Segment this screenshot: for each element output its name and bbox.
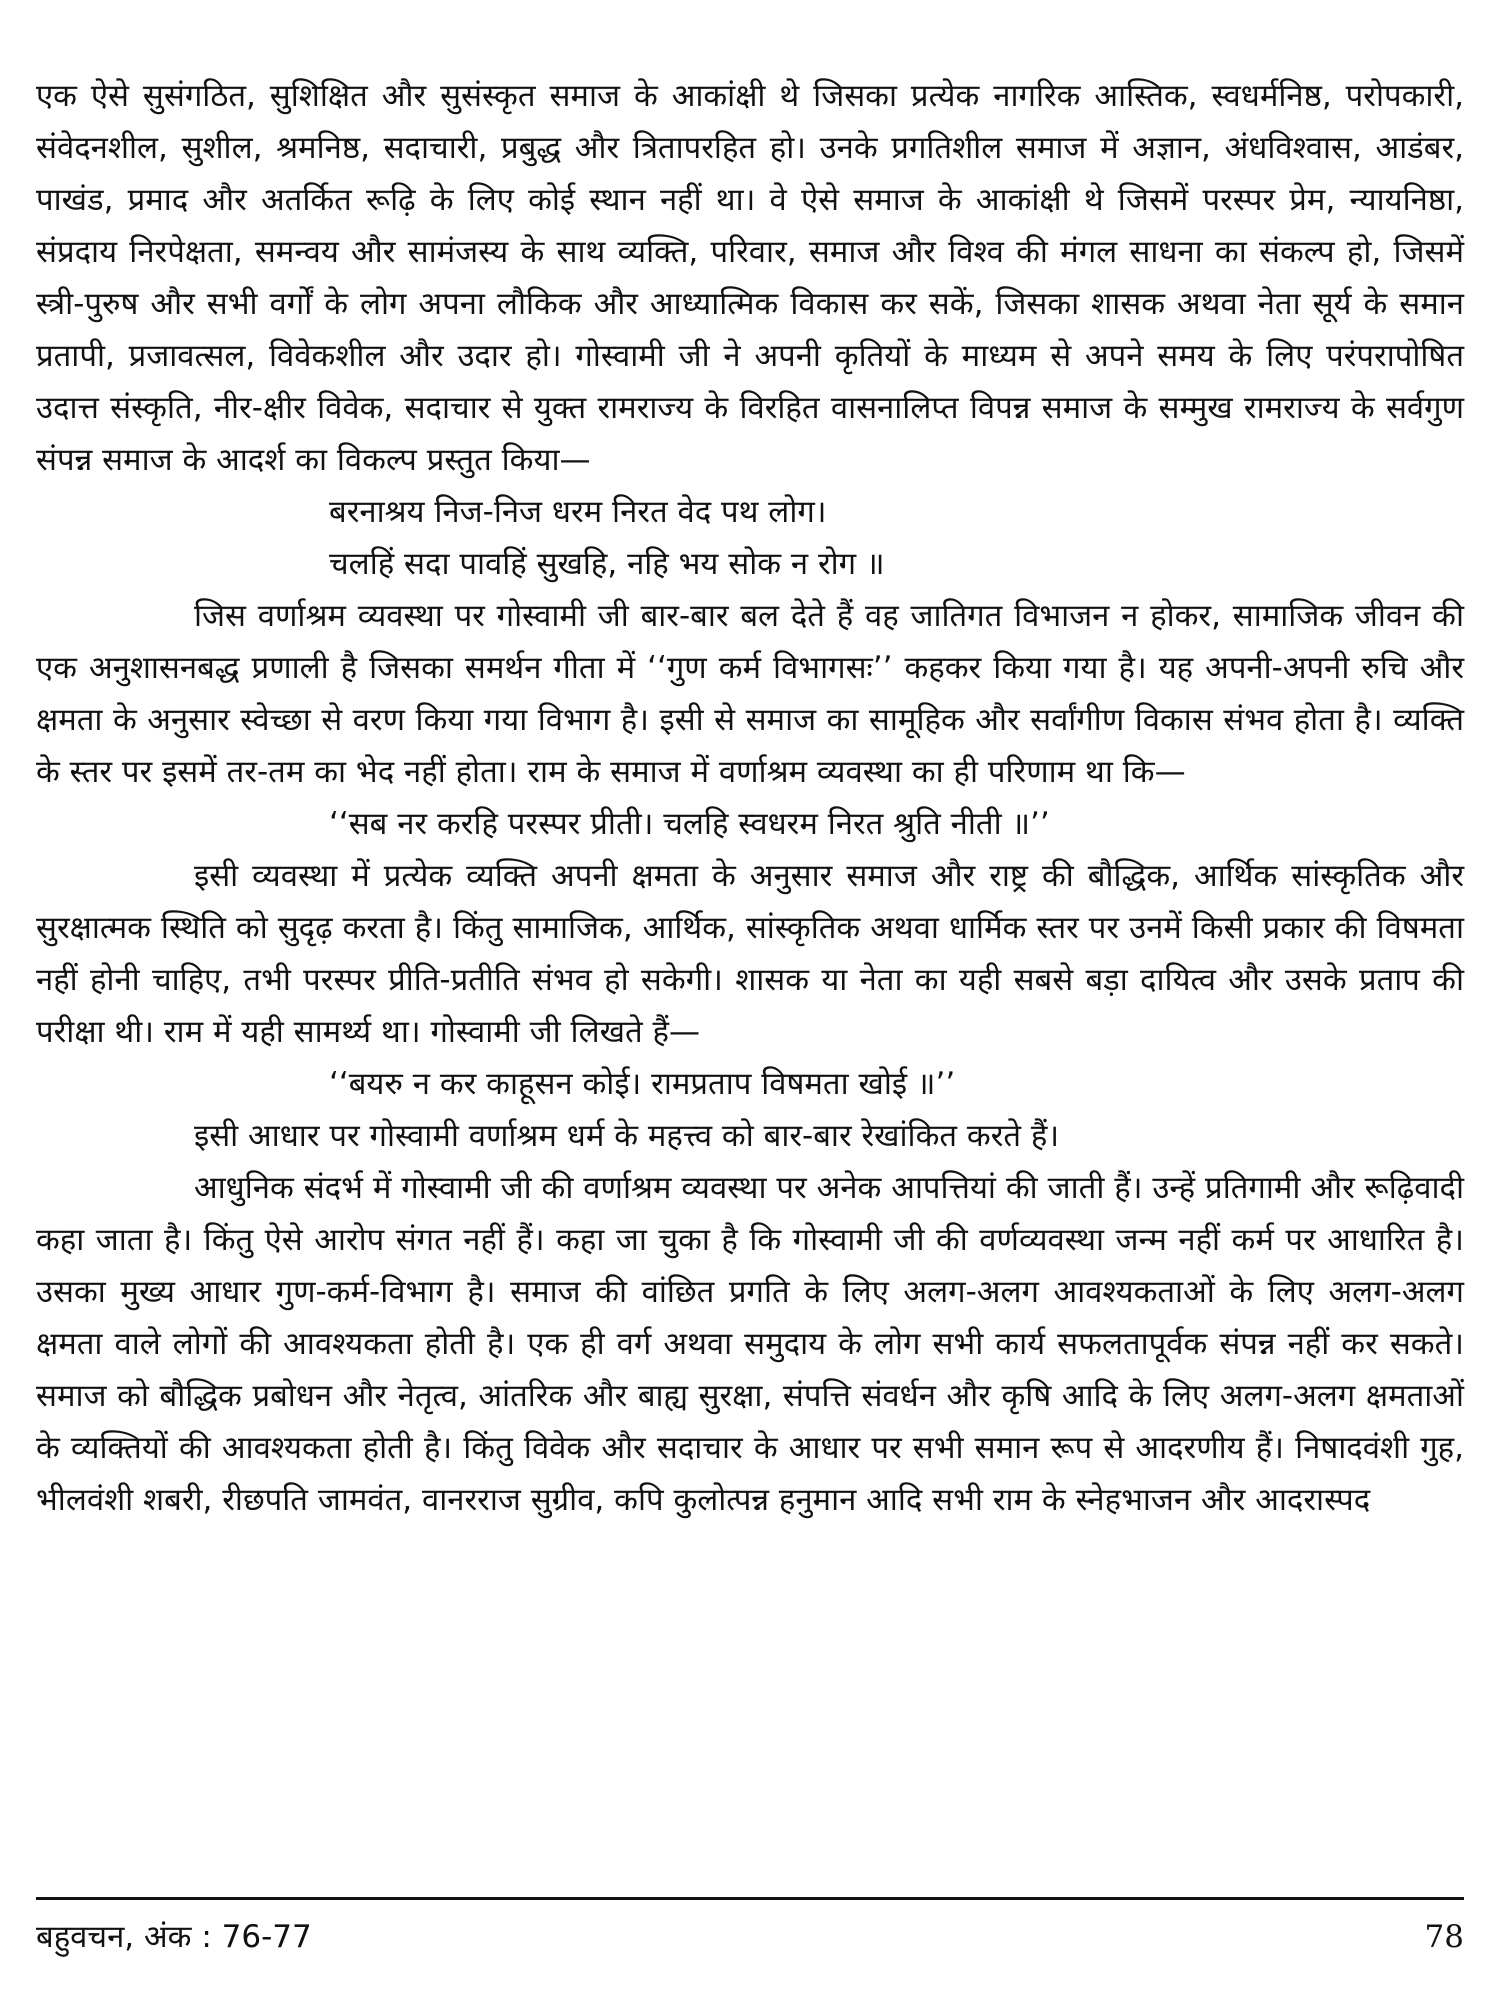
verse-1-line-1: बरनाश्रय निज-निज धरम निरत वेद पथ लोग। <box>329 494 827 530</box>
paragraph-1: एक ऐसे सुसंगठित, सुशिक्षित और सुसंस्कृत समाज के आकांक्षी थे जिसका प्रत्येक नागरिक आस्तिक, स्वधर्मनिष्ठ, परोपकारी, संवेदनशील, सुशील, श्रमनिष्ठ, सदाचारी, प्रबुद्ध और त्रितापरहित हो। उनके प्रगतिशील समाज में अज्ञान, अंधविश्वास, आडंबर, पाखंड, प्रमाद और अतर्कित रूढ़ि के लिए कोई स्थान नहीं था। वे ऐसे समाज के आकांक्षी थे जिसमें परस्पर प्रेम, न्यायनिष्ठा, संप्रदाय निरपेक्षता, समन्वय और सामंजस्य के साथ व्यक्ति, परिवार, समाज और विश्व की मंगल साधना का संकल्प हो, जिसमें स्त्री-पुरुष और सभी वर्गों के लोग अपना लौकिक और आध्यात्मिक विकास कर सकें, जिसका शासक अथवा नेता सूर्य के समान प्रतापी, प्रजावत्सल, विवेकशील और उदार हो। गोस्वामी जी ने अपनी कृतियों के माध्यम से अपने समय के लिए परंपरापोषित उदात्त संस्कृति, नीर-क्षीर विवेक, सदाचार से युक्त रामराज्य के विरहित वासनालिप्त विपन्न समाज के सम्मुख रामराज्य के सर्वगुण संपन्न समाज के आदर्श का विकल्प प्रस्तुत किया— <box>36 78 1464 478</box>
verse-3: ‘‘बयरु न कर काहूसन कोई। रामप्रताप विषमता खोई ॥’’ <box>329 1066 956 1102</box>
paragraph-5: आधुनिक संदर्भ में गोस्वामी जी की वर्णाश्रम व्यवस्था पर अनेक आपत्तियां की जाती हैं। उन्हें प्रतिगामी और रूढ़िवादी कहा जाता है। किंतु ऐसे आरोप संगत नहीं हैं। कहा जा चुका है कि गोस्वामी जी की वर्णव्यवस्था जन्म नहीं कर्म पर आधारित है। उसका मुख्य आधार गुण-कर्म-विभाग है। समाज की वांछित प्रगति के लिए अलग-अलग आवश्यकताओं के लिए अलग-अलग क्षमता वाले लोगों की आवश्यकता होती है। एक ही वर्ग अथवा समुदाय के लोग सभी कार्य सफलतापूर्वक संपन्न नहीं कर सकते। समाज को बौद्धिक प्रबोधन और नेतृत्व, आंतरिक और बाह्य सुरक्षा, संपत्ति संवर्धन और कृषि आदि के लिए अलग-अलग क्षमताओं के व्यक्तियों की आवश्यकता होती है। किंतु विवेक और सदाचार के आधार पर सभी समान रूप से आदरणीय हैं। निषादवंशी गुह, भीलवंशी शबरी, रीछपति जामवंत, वानरराज सुग्रीव, कपि कुलोत्पन्न हनुमान आदि सभी राम के स्नेहभाजन और आदरास्पद <box>36 1170 1464 1518</box>
paragraph-4: इसी आधार पर गोस्वामी वर्णाश्रम धर्म के महत्त्व को बार-बार रेखांकित करते हैं। <box>194 1118 1060 1154</box>
paragraph-2: जिस वर्णाश्रम व्यवस्था पर गोस्वामी जी बार-बार बल देते हैं वह जातिगत विभाजन न होकर, सामाजिक जीवन की एक अनुशासनबद्ध प्रणाली है जिसका समर्थन गीता में ‘‘गुण कर्म विभागसः’’ कहकर किया गया है। यह अपनी-अपनी रुचि और क्षमता के अनुसार स्वेच्छा से वरण किया गया विभाग है। इसी से समाज का सामूहिक और सर्वांगीण विकास संभव होता है। व्यक्ति के स्तर पर इसमें तर-तम का भेद नहीं होता। राम के समाज में वर्णाश्रम व्यवस्था का ही परिणाम था कि— <box>36 598 1464 790</box>
journal-issue: बहुवचन, अंक : 76-77 <box>36 1919 312 1955</box>
footer-divider <box>36 1897 1464 1900</box>
verse-1-line-2: चलहिं सदा पावहिं सुखहि, नहि भय सोक न रोग ॥ <box>329 546 885 582</box>
verse-2: ‘‘सब नर करहि परस्पर प्रीती। चलहि स्वधरम निरत श्रुति नीती ॥’’ <box>329 806 1050 842</box>
paragraph-3: इसी व्यवस्था में प्रत्येक व्यक्ति अपनी क्षमता के अनुसार समाज और राष्ट्र की बौद्धिक, आर्थिक सांस्कृतिक और सुरक्षात्मक स्थिति को सुदृढ़ करता है। किंतु सामाजिक, आर्थिक, सांस्कृतिक अथवा धार्मिक स्तर पर उनमें किसी प्रकार की विषमता नहीं होनी चाहिए, तभी परस्पर प्रीति-प्रतीति संभव हो सकेगी। शासक या नेता का यही सबसे बड़ा दायित्व और उसके प्रताप की परीक्षा थी। राम में यही सामर्थ्य था। गोस्वामी जी लिखते हैं— <box>36 858 1464 1050</box>
page-body <box>36 70 1464 1526</box>
page-number: 78 <box>1424 1919 1464 1955</box>
